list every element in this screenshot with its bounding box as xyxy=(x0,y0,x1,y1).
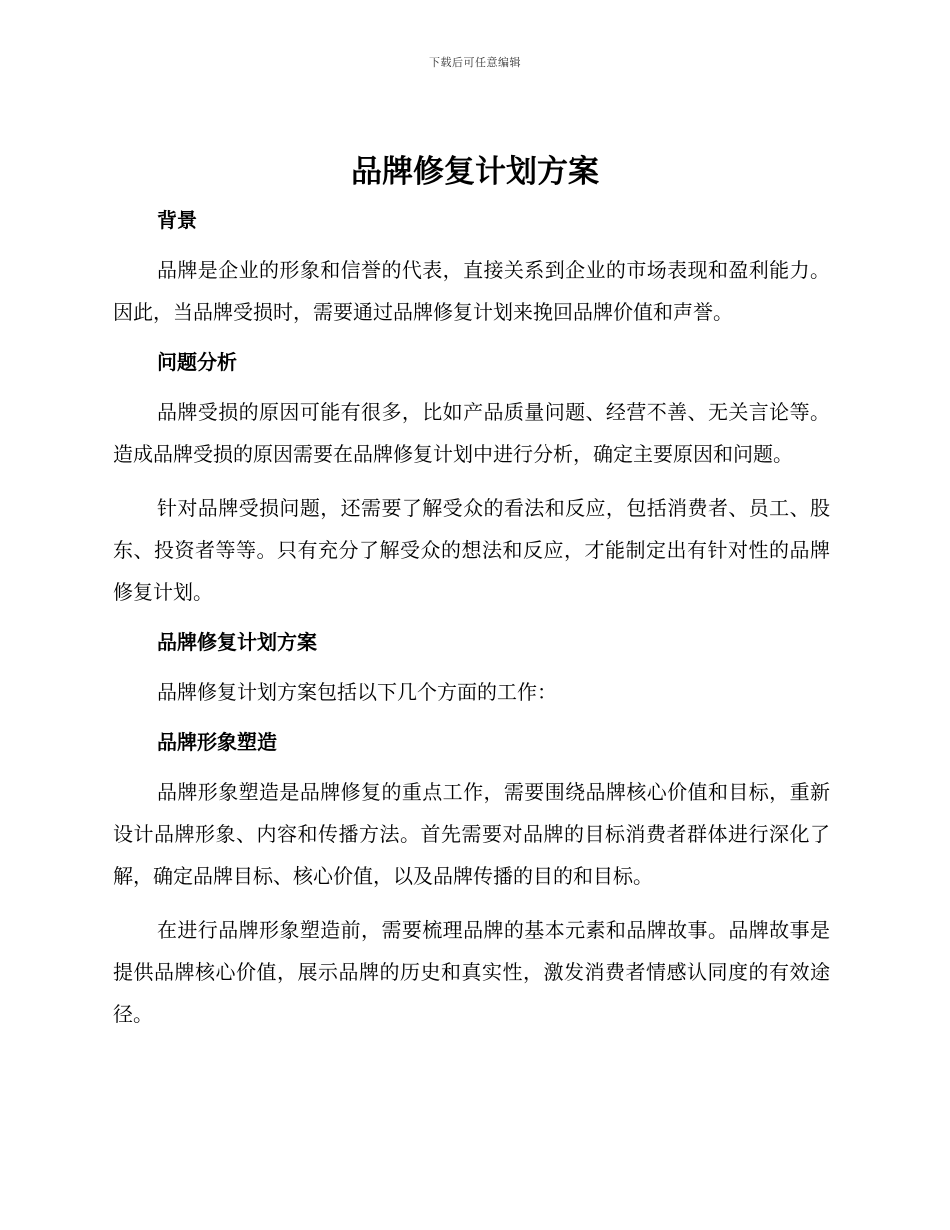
paragraph-brand-image-2: 在进行品牌形象塑造前，需要梳理品牌的基本元素和品牌故事。品牌故事是提供品牌核心价值，展示品牌的历史和真实性，激发消费者情感认同度的有效途径。 xyxy=(113,918,830,1026)
paragraph-analysis-2: 针对品牌受损问题，还需要了解受众的看法和反应，包括消费者、员工、股东、投资者等等。只有充分了解受众的想法和反应，才能制定出有针对性的品牌修复计划。 xyxy=(113,496,830,604)
paragraph-background-1: 品牌是企业的形象和信誉的代表，直接关系到企业的市场表现和盈利能力。因此，当品牌受损时，需要通过品牌修复计划来挽回品牌价值和声誉。 xyxy=(113,258,830,324)
section-heading-plan: 品牌修复计划方案 xyxy=(157,630,317,654)
paragraph-analysis-1: 品牌受损的原因可能有很多，比如产品质量问题、经营不善、无关言论等。造成品牌受损的原因需要在品牌修复计划中进行分析，确定主要原因和问题。 xyxy=(113,400,830,466)
header-note: 下载后可任意编辑 xyxy=(429,56,521,69)
paragraph-plan-1: 品牌修复计划方案包括以下几个方面的工作： xyxy=(157,680,557,704)
section-heading-background: 背景 xyxy=(157,208,197,232)
paragraph-brand-image-1: 品牌形象塑造是品牌修复的重点工作，需要围绕品牌核心价值和目标，重新设计品牌形象、内容和传播方法。首先需要对品牌的目标消费者群体进行深化了解，确定品牌目标、核心价值，以及品牌传播的目的和目标。 xyxy=(113,780,830,888)
document-title: 品牌修复计划方案 xyxy=(351,154,599,190)
section-heading-brand-image: 品牌形象塑造 xyxy=(157,730,277,754)
document-body xyxy=(113,203,830,1035)
section-heading-analysis: 问题分析 xyxy=(157,350,237,374)
